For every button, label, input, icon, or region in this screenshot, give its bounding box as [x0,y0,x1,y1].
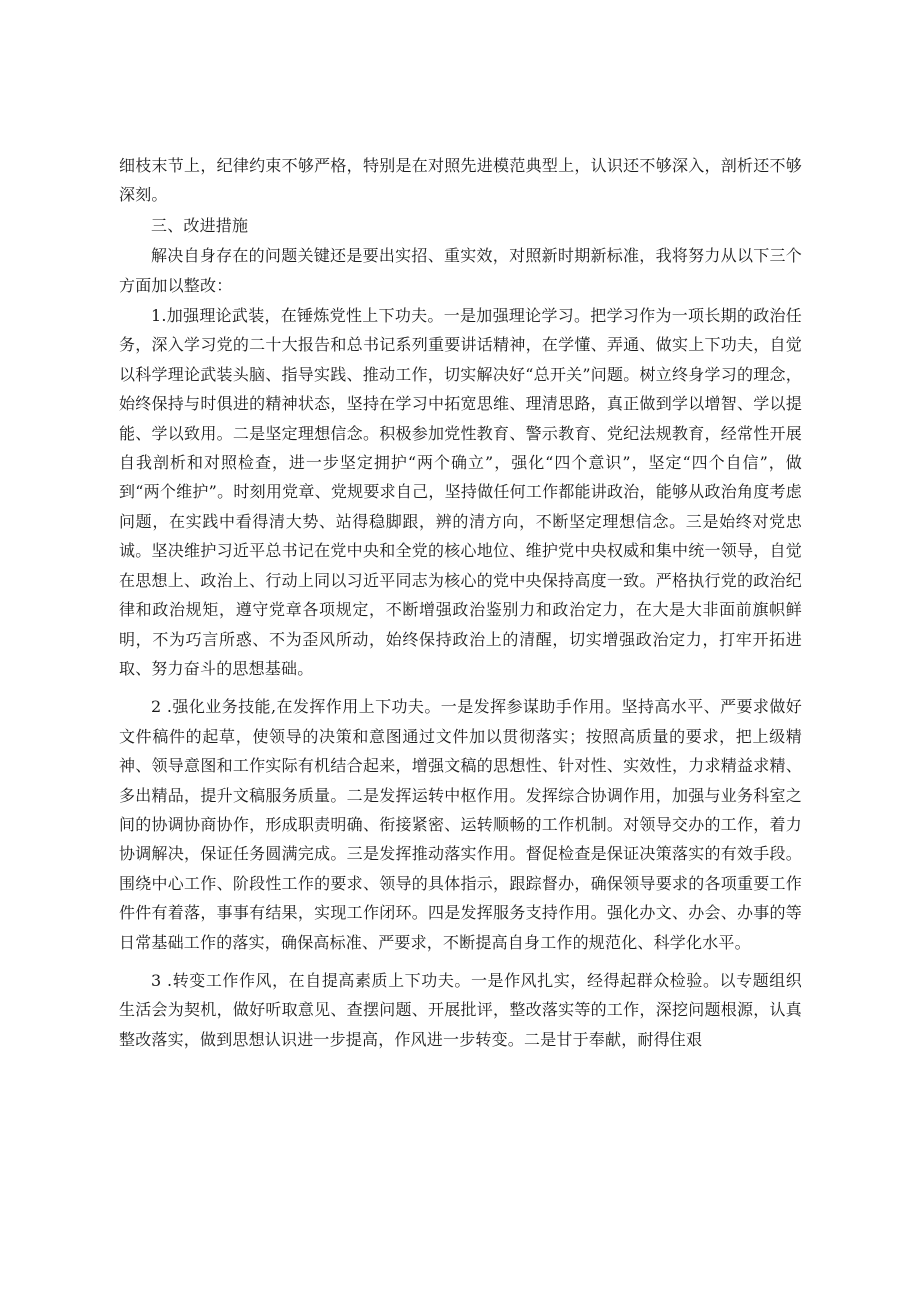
paragraph-continuation: 细枝末节上，纪律约束不够严格，特别是在对照先进模范典型上，认识还不够深入，剖析还不够深刻。 [119,156,802,205]
paragraph-measure-3: 3 .转变工作作风，在自提高素质上下功夫。一是作风扎实，经得起群众检验。以专题组织生活会为契机，做好听取意见、查摆问题、开展批评，整改落实等的工作，深挖问题根源，认真整改落实，做到思想认识进一步提高，作风进一步转变。二是甘于奉献，耐得住艰 [119,970,802,1049]
paragraph-measure-2: 2 .强化业务技能,在发挥作用上下功夫。一是发挥参谋助手作用。坚持高水平、严要求做好文件稿件的起草，使领导的决策和意图通过文件加以贯彻落实；按照高质量的要求，把上级精神、领导意图和工作实际有机结合起来，增强文稿的思想性、针对性、实效性，力求精益求精、多出精品，提升文稿服务质量。二是发挥运转中枢作用。发挥综合协调作用，加强与业务科室之间的协调协商协作，形成职责明确、衔接紧密、运转顺畅的工作机制。对领导交办的工作，着力协调解决，保证任务圆满完成。三是发挥推动落实作用。督促检查是保证决策落实的有效手段。围绕中心工作、阶段性工作的要求、领导的具体指示，跟踪督办，确保领导要求的各项重要工作件件有着落，事事有结果，实现工作闭环。四是发挥服务支持作用。强化办文、办会、办事的等日常基础工作的落实，确保高标准、严要求，不断提高自身工作的规范化、科学化水平。 [119,697,802,952]
document-body [119,151,802,1054]
paragraph-intro: 解决自身存在的问题关键还是要出实招、重实效，对照新时期新标准，我将努力从以下三个方面加以整改： [119,246,802,295]
section-heading-improvement-measures: 三、改进措施 [151,215,249,235]
paragraph-measure-1: 1.加强理论武装，在锤炼党性上下功夫。一是加强理论学习。把学习作为一项长期的政治任务，深入学习党的二十大报告和总书记系列重要讲话精神，在学懂、弄通、做实上下功夫，自觉以科学理论武装头脑、指导实践、推动工作，切实解决好“总开关”问题。树立终身学习的理念，始终保持与时俱进的精神状态，坚持在学习中拓宽思维、理清思路，真正做到学以增智、学以提能、学以致用。二是坚定理想信念。积极参加党性教育、警示教育、党纪法规教育，经常性开展自我剖析和对照检查，进一步坚定拥护“两个确立”，强化“四个意识”，坚定“四个自信”，做到“两个维护”。时刻用党章、党规要求自己，坚持做任何工作都能讲政治，能够从政治角度考虑问题，在实践中看得清大势、站得稳脚跟，辨的清方向，不断坚定理想信念。三是始终对党忠诚。坚决维护习近平总书记在党中央和全党的核心地位、维护党中央权威和集中统一领导，自觉在思想上、政治上、行动上同以习近平同志为核心的党中央保持高度一致。严格执行党的政治纪律和政治规矩，遵守党章各项规定，不断增强政治鉴别力和政治定力，在大是大非面前旗帜鲜明，不为巧言所惑、不为歪风所动，始终保持政治上的清醒，切实增强政治定力，打牢开拓进取、努力奋斗的思想基础。 [119,306,802,678]
